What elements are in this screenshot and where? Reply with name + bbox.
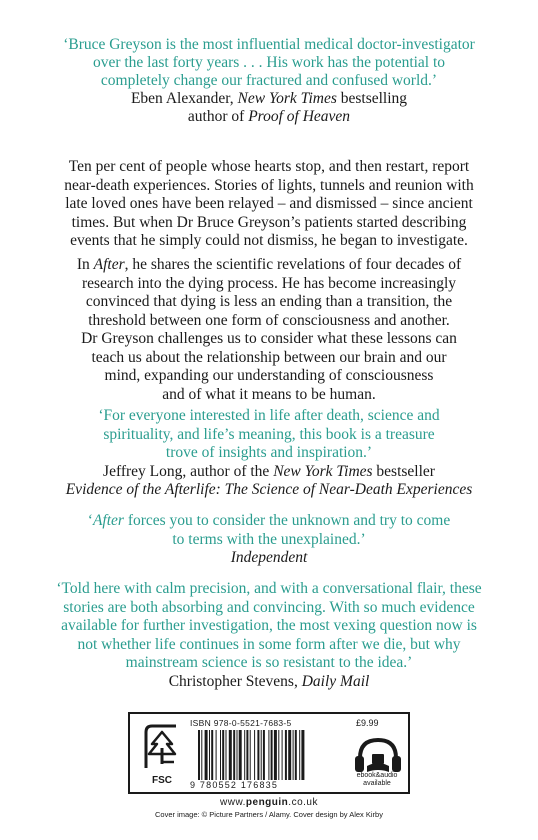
barcode-bar	[257, 730, 259, 780]
barcode-bar	[233, 730, 235, 780]
quote4-line: not whether life continues in some form after we die, but why	[77, 635, 461, 653]
para2-line: In After, he shares the scientific revelations of four decades of	[76, 256, 462, 273]
barcode-bar	[261, 730, 262, 780]
barcode-bar	[295, 730, 297, 780]
barcode-bar	[282, 730, 283, 780]
quote4-line: available for further investigation, the most vexing question now is	[61, 617, 477, 634]
barcode-bar	[274, 730, 277, 780]
isbn-text: ISBN 978-0-5521-7683-5	[190, 718, 292, 728]
quote3-line: ‘After forces you to consider the unknown and try to come	[87, 512, 451, 529]
barcode-bar	[239, 730, 242, 780]
price: £9.99	[356, 718, 379, 728]
ebook-label: ebook&audio available	[356, 772, 398, 787]
cover-credits: Cover image: © Picture Partners / Alamy. Cover design by Alex Kirby	[155, 810, 383, 819]
quote1-line: completely change our fractured and confused world.’	[100, 72, 438, 89]
barcode-bar	[226, 730, 227, 780]
barcode-bar	[278, 730, 279, 780]
quote-daily-mail	[0, 580, 538, 691]
barcode	[198, 730, 334, 780]
barcode-bar	[293, 730, 294, 780]
fsc-label: FSC	[152, 775, 172, 786]
para2-line: teach us about the relationship between our brain and our	[91, 348, 447, 366]
quote4-line: stories are both absorbing and convincing. With so much evidence	[63, 598, 475, 616]
barcode-bar	[216, 730, 217, 780]
quote4-line: ‘Told here with calm precision, and with a conversational flair, these	[56, 580, 482, 597]
barcode-bar	[254, 730, 255, 780]
barcode-bar	[301, 730, 304, 780]
barcode-bar	[209, 730, 210, 780]
para2-line: mind, expanding our understanding of consciousness	[104, 367, 434, 384]
barcode-bar	[244, 730, 245, 780]
quote-jeffrey-long	[0, 407, 538, 500]
blurb-paragraph-2	[0, 256, 538, 404]
para1-line: Ten per cent of people whose hearts stop, and then restart, report	[68, 158, 470, 175]
barcode-bar	[237, 730, 238, 780]
para2-line: Dr Greyson challenges us to consider what these lessons can	[81, 330, 457, 347]
fsc-logo	[142, 724, 182, 786]
barcode-bar	[211, 730, 213, 780]
para2-line: and of what it means to be human.	[162, 385, 376, 403]
barcode-bar	[220, 730, 221, 780]
barcode-bar	[246, 730, 248, 780]
quote-eben-alexander	[0, 36, 538, 126]
quote1-attribution: Eben Alexander, New York Times bestselling	[130, 90, 408, 107]
barcode-digits: 9 780552 176835	[190, 780, 279, 790]
quote1-line: over the last forty years . . . His work has the potential to	[92, 54, 446, 71]
publisher-website[interactable]: www.penguin.co.uk	[220, 797, 318, 808]
para2-line: research into the dying process. He has become increasingly	[81, 274, 457, 292]
barcode-bar	[250, 730, 251, 780]
barcode-bar	[271, 730, 273, 780]
barcode-bar	[229, 730, 232, 780]
quote2-line: trove of insights and inspiration.’	[165, 444, 373, 461]
barcode-info-box	[128, 712, 410, 794]
quote1-line: ‘Bruce Greyson is the most influential medical doctor-investigator	[63, 36, 475, 53]
barcode-bar	[201, 730, 202, 780]
quote4-attribution: Christopher Stevens, Daily Mail	[168, 672, 370, 690]
quote2-line: ‘For everyone interested in life after death, science and	[98, 407, 440, 424]
para1-line: times. But when Dr Bruce Greyson’s patients started describing	[71, 213, 467, 231]
quote4-line: mainstream science is so resistant to the idea.’	[125, 654, 413, 671]
para1-line: near-death experiences. Stories of lights, tunnels and reunion with	[64, 176, 474, 194]
barcode-bar	[285, 730, 287, 780]
barcode-bar	[222, 730, 224, 780]
quote-independent	[0, 512, 538, 568]
quote3-line: to terms with the unexplained.’	[172, 530, 366, 548]
barcode-bar	[268, 730, 269, 780]
para1-line: late loved ones have been relayed – and dismissed – since ancient	[65, 195, 473, 212]
barcode-bar	[263, 730, 265, 780]
quote2-book-title: Evidence of the Afterlife: The Science of Near-Death Experiences	[65, 481, 473, 498]
quote1-attribution-line2: author of Proof of Heaven	[187, 108, 351, 125]
para1-line: events that he simply could not dismiss, he began to investigate.	[70, 232, 468, 249]
blurb-paragraph-1	[0, 158, 538, 251]
quote2-line: spirituality, and life’s meaning, this book is a treasure	[103, 425, 435, 443]
quote3-attribution: Independent	[230, 549, 308, 566]
para2-line: convinced that dying is less an ending than a transition, the	[85, 293, 453, 310]
barcode-bar	[299, 730, 300, 780]
quote2-attribution: Jeffrey Long, author of the New York Times bestseller	[103, 462, 435, 480]
barcode-bar	[198, 730, 200, 780]
fsc-tree-icon	[142, 724, 182, 772]
barcode-bar	[205, 730, 208, 780]
barcode-bar	[288, 730, 291, 780]
para2-line: threshold between one form of consciousness and another.	[88, 311, 450, 329]
